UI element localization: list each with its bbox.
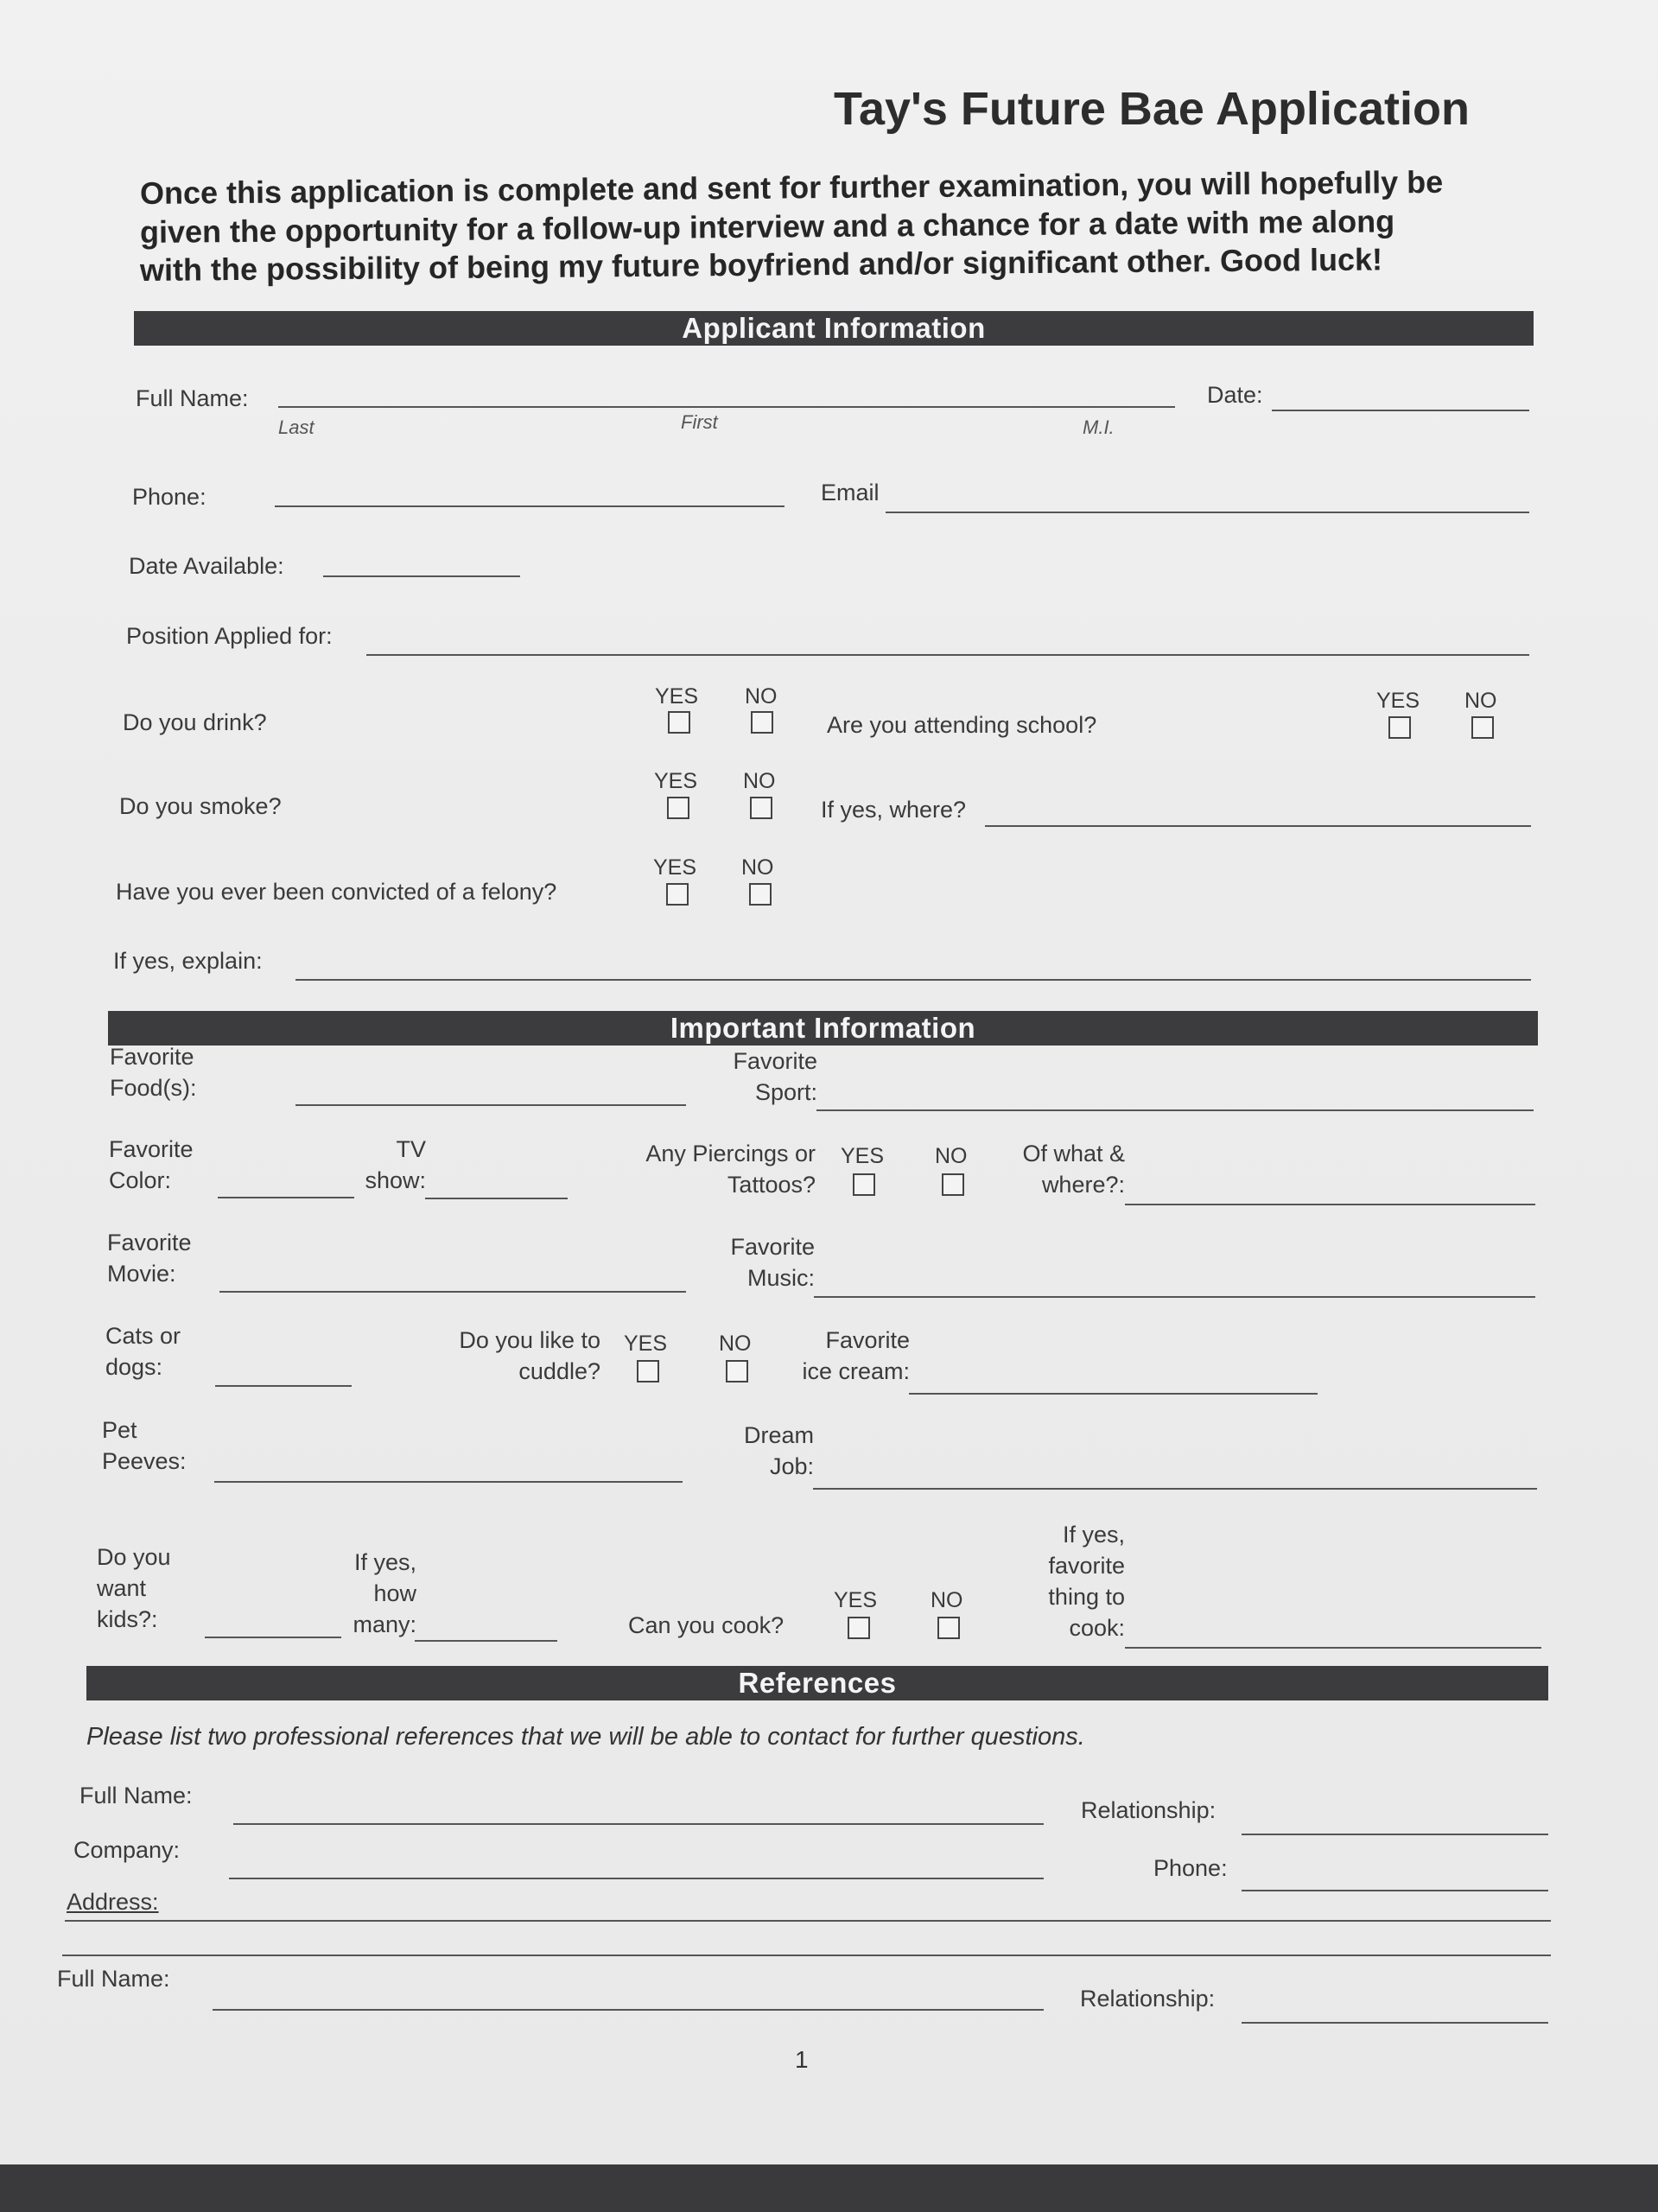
cats-dogs-label: Cats or dogs: <box>105 1323 181 1380</box>
felony-yes-label: YES <box>653 855 697 880</box>
fav-color-line[interactable] <box>218 1197 354 1198</box>
email-label: Email <box>821 480 880 505</box>
cuddle-label: Do you like to cuddle? <box>459 1327 600 1384</box>
full-name-line[interactable] <box>278 406 1175 408</box>
cook-no-label: NO <box>931 1588 963 1612</box>
drink-no-label: NO <box>745 684 778 709</box>
piercings-no-checkbox[interactable] <box>942 1173 964 1196</box>
school-yes-label: YES <box>1376 689 1420 713</box>
phone-line[interactable] <box>275 505 785 507</box>
date-available-label: Date Available: <box>129 553 284 579</box>
smoke-no-checkbox[interactable] <box>750 797 772 819</box>
ref2-full-name-line[interactable] <box>213 2009 1044 2011</box>
where-label: If yes, where? <box>821 797 967 823</box>
dream-job-line[interactable] <box>813 1488 1537 1490</box>
piercings-yes-label: YES <box>841 1144 885 1168</box>
cuddle-yes-checkbox[interactable] <box>637 1360 659 1382</box>
position-line[interactable] <box>366 654 1529 656</box>
email-line[interactable] <box>886 512 1529 513</box>
drink-yes-checkbox[interactable] <box>668 711 690 734</box>
cuddle-no-label: NO <box>719 1332 752 1356</box>
intro-line-2: given the opportunity for a follow-up interview and a chance for a date with me along <box>139 203 1395 250</box>
intro-line-3: with the possibility of being my future boyfriend and/or significant other. Good luck! <box>139 241 1383 288</box>
ref1-address-line-2[interactable] <box>62 1955 1551 1956</box>
page-shadow-strip <box>0 2164 1658 2212</box>
of-what-label: Of what & where?: <box>1022 1141 1125 1198</box>
important-info-header: Important Information <box>108 1011 1538 1046</box>
page-title: Tay's Future Bae Application <box>834 83 1470 135</box>
ice-cream-label: Favorite ice cream: <box>802 1327 910 1384</box>
piercings-yes-checkbox[interactable] <box>853 1173 875 1196</box>
cook-yes-label: YES <box>834 1588 878 1612</box>
ref1-phone-label: Phone: <box>1153 1855 1228 1881</box>
ref2-relationship-label: Relationship: <box>1080 1986 1216 2012</box>
ref1-relationship-label: Relationship: <box>1081 1797 1217 1823</box>
smoke-label: Do you smoke? <box>119 793 282 819</box>
cats-dogs-line[interactable] <box>215 1385 352 1387</box>
applicant-info-header: Applicant Information <box>134 311 1534 346</box>
mi-caption: M.I. <box>1083 416 1115 438</box>
fav-sport-label: Favorite Sport: <box>733 1048 817 1105</box>
fav-food-line[interactable] <box>295 1104 686 1106</box>
drink-yes-label: YES <box>655 684 699 709</box>
phone-label: Phone: <box>132 484 206 510</box>
smoke-yes-checkbox[interactable] <box>667 797 689 819</box>
fav-color-label: Favorite Color: <box>109 1136 194 1193</box>
page-number: 1 <box>795 2046 809 2073</box>
tv-show-line[interactable] <box>425 1198 568 1199</box>
position-label: Position Applied for: <box>126 623 333 649</box>
ref2-relationship-line[interactable] <box>1242 2022 1548 2024</box>
felony-label: Have you ever been convicted of a felony? <box>116 879 557 905</box>
full-name-label: Full Name: <box>136 385 249 411</box>
school-no-label: NO <box>1464 689 1497 713</box>
fav-sport-line[interactable] <box>816 1109 1534 1111</box>
last-caption: Last <box>278 416 314 438</box>
fav-music-line[interactable] <box>814 1296 1535 1298</box>
cook-no-checkbox[interactable] <box>937 1617 960 1639</box>
felony-no-label: NO <box>741 855 774 880</box>
ref1-phone-line[interactable] <box>1242 1890 1548 1891</box>
fav-cook-line[interactable] <box>1125 1647 1541 1649</box>
ref1-company-line[interactable] <box>229 1878 1044 1879</box>
ref1-address-line-1[interactable] <box>65 1920 1551 1922</box>
ref1-company-label: Company: <box>73 1837 181 1863</box>
school-no-checkbox[interactable] <box>1471 716 1494 739</box>
ice-cream-line[interactable] <box>909 1393 1318 1395</box>
fav-movie-label: Favorite Movie: <box>107 1230 192 1287</box>
where-line[interactable] <box>985 825 1531 827</box>
drink-label: Do you drink? <box>123 709 267 735</box>
first-caption: First <box>681 411 718 433</box>
date-line[interactable] <box>1272 410 1529 411</box>
smoke-no-label: NO <box>743 769 776 793</box>
drink-no-checkbox[interactable] <box>751 711 773 734</box>
how-many-line[interactable] <box>415 1640 557 1642</box>
explain-label: If yes, explain: <box>113 948 263 974</box>
piercings-label: Any Piercings or Tattoos? <box>645 1141 816 1198</box>
fav-music-label: Favorite Music: <box>730 1234 815 1291</box>
want-kids-line[interactable] <box>205 1637 341 1638</box>
fav-food-label: Favorite Food(s): <box>110 1044 197 1101</box>
ref1-full-name-label: Full Name: <box>79 1783 193 1808</box>
references-instruction: Please list two professional references that we will be able to contact for further questions. <box>86 1723 1085 1751</box>
want-kids-label: Do you want kids?: <box>97 1544 171 1632</box>
pet-peeves-line[interactable] <box>214 1481 683 1483</box>
felony-yes-checkbox[interactable] <box>666 883 689 906</box>
date-available-line[interactable] <box>323 575 520 577</box>
how-many-label: If yes, how many: <box>353 1549 416 1637</box>
cuddle-yes-label: YES <box>624 1332 668 1356</box>
smoke-yes-label: YES <box>654 769 698 793</box>
dream-job-label: Dream Job: <box>743 1422 814 1479</box>
fav-cook-label: If yes, favorite thing to cook: <box>1048 1522 1125 1641</box>
of-what-line[interactable] <box>1125 1204 1535 1205</box>
felony-no-checkbox[interactable] <box>749 883 772 906</box>
pet-peeves-label: Pet Peeves: <box>102 1417 187 1474</box>
ref2-full-name-label: Full Name: <box>57 1966 170 1992</box>
cuddle-no-checkbox[interactable] <box>726 1360 748 1382</box>
ref1-relationship-line[interactable] <box>1242 1834 1548 1835</box>
ref1-full-name-line[interactable] <box>233 1823 1044 1825</box>
cook-yes-checkbox[interactable] <box>848 1617 870 1639</box>
fav-movie-line[interactable] <box>219 1291 686 1293</box>
explain-line[interactable] <box>295 979 1531 981</box>
tv-show-label: TV show: <box>365 1136 426 1193</box>
ref1-address-label: Address: <box>67 1889 159 1915</box>
piercings-no-label: NO <box>935 1144 968 1168</box>
cook-label: Can you cook? <box>628 1612 785 1638</box>
references-header: References <box>86 1666 1548 1700</box>
date-label: Date: <box>1207 382 1263 408</box>
intro-line-1: Once this application is complete and sent for further examination, you will hopefully be <box>139 163 1444 211</box>
school-label: Are you attending school? <box>827 712 1097 738</box>
school-yes-checkbox[interactable] <box>1388 716 1411 739</box>
